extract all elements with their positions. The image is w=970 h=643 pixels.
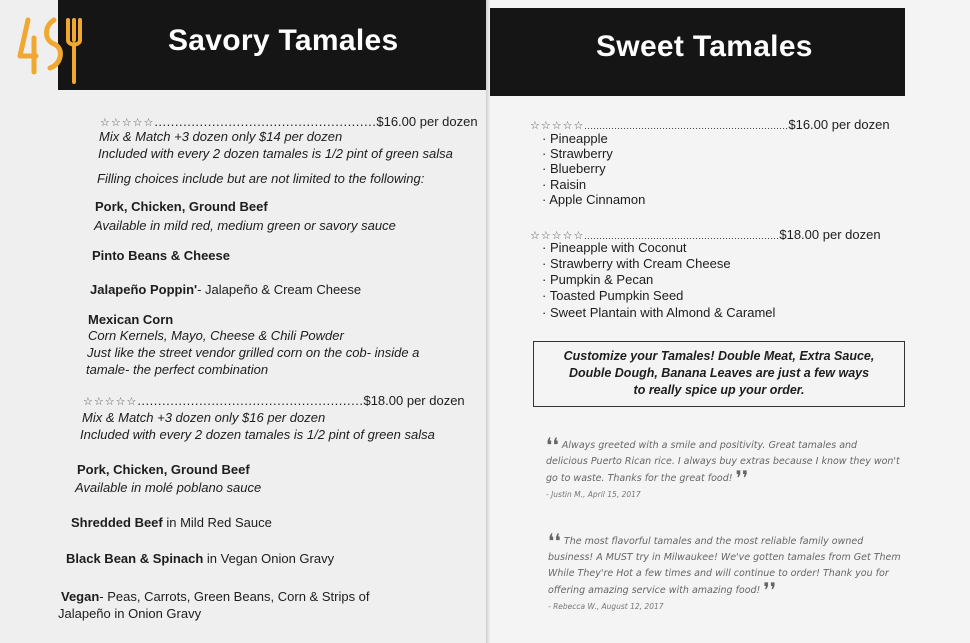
review-testimonial (546, 433, 900, 503)
leader-dots: ................................................................. (584, 231, 780, 241)
customize-box (533, 341, 905, 407)
sweet-item: Pumpkin & Pecan (549, 272, 654, 287)
customize-line: to really spice up your order. (633, 383, 805, 397)
menu-item-desc: Just like the street vendor grilled corn on the cob- inside a (87, 345, 420, 360)
menu-item-name: Vegan (61, 589, 100, 604)
menu-item-name: Pork, Chicken, Ground Beef (95, 199, 268, 214)
star-rating-icon: ☆☆☆☆☆ (100, 117, 155, 129)
menu-item-desc: - Peas, Carrots, Green Beans, Corn & Strips of (99, 589, 370, 604)
restaurant-logo-icon (14, 12, 88, 90)
price: $16.00 per dozen (788, 117, 890, 132)
star-rating-icon: ☆☆☆☆☆ (83, 396, 138, 408)
quote-close-icon: ❜❜ (763, 578, 777, 602)
menu-item-desc: Available in molé poblano sauce (75, 480, 262, 495)
sweet-item: Strawberry with Cream Cheese (549, 256, 731, 271)
review-text: go to waste. Thanks for the great food! (546, 473, 733, 484)
menu-item-shredded-beef (71, 515, 272, 530)
quote-close-icon: ❜❜ (735, 466, 749, 490)
menu-item-vegan (61, 589, 370, 604)
review-author: - Rebecca W., August 12, 2017 (548, 602, 664, 611)
menu-item-desc: in Vegan Onion Gravy (203, 551, 335, 566)
star-rating-icon: ☆☆☆☆☆ (530, 120, 585, 132)
leader-dots: ...................................................... (154, 114, 377, 129)
menu-item-desc: Corn Kernels, Mayo, Cheese & Chili Powder (88, 328, 344, 343)
menu-item-desc: Available in mild red, medium green or savory sauce (94, 218, 396, 233)
menu-item-name: Pinto Beans & Cheese (92, 248, 230, 263)
filling-note: Filling choices include but are not limited to the following: (97, 171, 425, 186)
quote-open-icon: ❛❛ (546, 433, 559, 457)
menu-item-jalapeno (90, 282, 361, 297)
menu-item-name: Pork, Chicken, Ground Beef (77, 462, 250, 477)
review-testimonial (548, 529, 901, 615)
sweet-item: Apple Cinnamon (549, 192, 646, 207)
price: $18.00 per dozen (363, 393, 465, 408)
review-author: - Justin M., April 15, 2017 (546, 490, 641, 499)
review-text: The most flavorful tamales and the most reliable family owned (563, 536, 864, 547)
sweet-page (490, 0, 970, 643)
sweet-price-line-16 (530, 117, 890, 132)
list-item: · Apple Cinnamon (542, 192, 646, 207)
star-rating-icon: ☆☆☆☆☆ (530, 230, 585, 242)
savory-price-line-16 (100, 114, 478, 129)
leader-dots: ....................................................... (137, 393, 364, 408)
salsa-note: Included with every 2 dozen tamales is 1/2 pint of green salsa (80, 427, 435, 442)
sweet-item: Pineapple (549, 131, 608, 146)
customize-line: Double Dough, Banana Leaves are just a few ways (568, 366, 870, 380)
review-text: delicious Puerto Rican rice. I always buy extras because I know they won't (546, 456, 900, 467)
mix-match-note: Mix & Match +3 dozen only $16 per dozen (82, 410, 326, 425)
savory-title: Savory Tamales (168, 24, 399, 57)
mix-match-note: Mix & Match +3 dozen only $14 per dozen (99, 129, 343, 144)
review-text: Always greeted with a smile and positivity. Great tamales and (561, 440, 858, 451)
review-text: business! A MUST try in Milwaukee! We've gotten tamales from Get Them (548, 552, 901, 563)
list-item: · Pineapple (542, 131, 608, 146)
menu-item-name: Mexican Corn (88, 312, 174, 327)
menu-item-desc: - Jalapeño & Cream Cheese (197, 282, 362, 297)
price: $18.00 per dozen (779, 227, 881, 242)
list-item: · Raisin (542, 177, 587, 192)
sweet-item: Raisin (549, 177, 587, 192)
list-item: · Pineapple with Coconut (542, 240, 687, 255)
list-item: · Sweet Plantain with Almond & Caramel (542, 305, 776, 320)
menu-item-desc: tamale- the perfect combination (86, 362, 269, 377)
leader-dots: .................................................................... (584, 121, 789, 131)
sweet-item: Toasted Pumpkin Seed (549, 288, 684, 303)
sweet-title: Sweet Tamales (596, 30, 813, 63)
menu-item-black-bean (66, 551, 334, 566)
customize-line: Customize your Tamales! Double Meat, Extra Sauce, (563, 349, 875, 363)
list-item: · Strawberry (542, 146, 613, 161)
savory-price-line-18 (83, 393, 465, 408)
quote-open-icon: ❛❛ (548, 529, 561, 553)
price: $16.00 per dozen (376, 114, 478, 129)
sweet-item: Blueberry (549, 161, 606, 176)
savory-banner (58, 0, 490, 90)
salsa-note: Included with every 2 dozen tamales is 1/2 pint of green salsa (98, 146, 453, 161)
list-item: · Pumpkin & Pecan (542, 272, 654, 287)
menu-item-desc: in Mild Red Sauce (162, 515, 272, 530)
sweet-item: Sweet Plantain with Almond & Caramel (549, 305, 776, 320)
menu-item-name: Jalapeño Poppin' (90, 282, 198, 297)
review-text: offering amazing service with amazing food! (548, 585, 761, 596)
sweet-item: Strawberry (549, 146, 613, 161)
list-item: · Strawberry with Cream Cheese (542, 256, 731, 271)
menu-item-desc: Jalapeño in Onion Gravy (58, 606, 202, 621)
list-item: · Blueberry (542, 161, 606, 176)
sweet-banner (490, 8, 905, 96)
menu-item-name: Shredded Beef (71, 515, 163, 530)
list-item: · Toasted Pumpkin Seed (542, 288, 684, 303)
review-text: While They're Hot a few times and will continue to order! Thank you for (548, 568, 889, 579)
sweet-item: Pineapple with Coconut (549, 240, 687, 255)
menu-item-name: Black Bean & Spinach (66, 551, 204, 566)
